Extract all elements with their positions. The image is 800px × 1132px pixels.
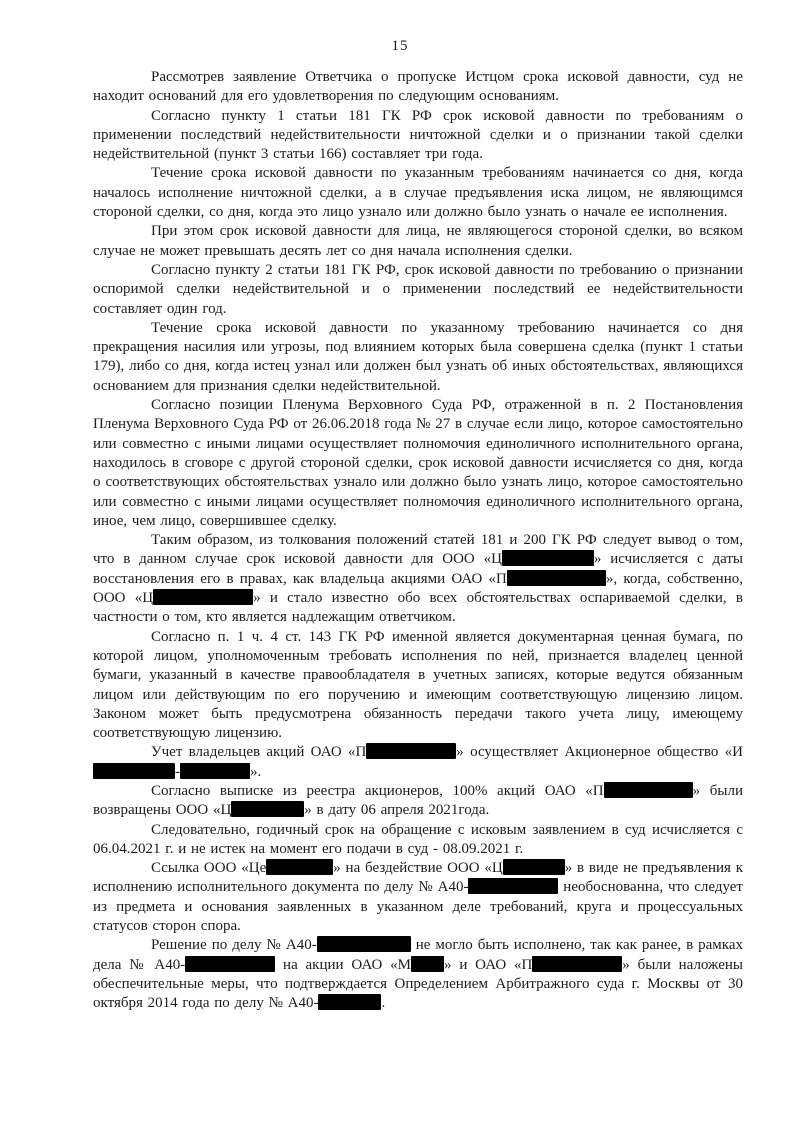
text-run: » в дату 06 апреля 2021года. [304,802,490,819]
redaction-box [318,994,381,1010]
text-run: необоснованна, что следует из предмета и основания заявленных в указанном деле требований, круга и процессуальных статусов сторон спора. [93,879,743,935]
redaction-box [604,782,693,798]
text-run: Течение срока исковой давности по указанным требованиям начинается со дня, когда началось исполнение ничтожной сделки, а в случае предъявления иска лицом, не являющимся стороной сделки, со дня, когда это лицо узнало или должно было узнать о начале ее исполнения. [93,165,743,221]
text-run: . [381,995,386,1012]
text-run: » исчисляется с даты восстановления его в правах, как владельца акциями ОАО «П [93,551,743,587]
paragraph [93,261,743,319]
text-run: Следовательно, годичный срок на обращение с исковым заявлением в суд исчисляется с 06.04.2021 г. и не истек на момент его подачи в суд - 08.09.2021 г. [93,821,743,857]
redaction-box [266,859,333,875]
text-run: » осуществляет Акционерное общество «И [456,744,744,761]
page-number: 15 [391,38,409,54]
redaction-box [93,763,175,779]
paragraph [93,164,743,222]
paragraph [93,743,743,782]
redaction-box [317,936,411,952]
text-run: Решение по делу № А40- [151,937,317,954]
redaction-box [231,801,304,817]
text-run: не могло быть исполнено, так как ранее, в рамках дела № А40- [93,937,743,973]
text-run: », когда, собственно, ООО «Ц [93,570,743,607]
paragraph [93,531,743,627]
text-run: Рассмотрев заявление Ответчика о пропуске Истцом срока исковой давности, суд не находит оснований для его удовлетворения по следующим основаниям. [93,69,743,105]
redaction-box [411,956,444,972]
paragraph [93,68,743,107]
redaction-box [502,550,594,566]
paragraph [93,107,743,165]
text-run: ». [250,763,262,780]
text-run: Согласно выписке из реестра акционеров, 100% акций ОАО «П [151,782,604,799]
text-run: » в виде не предъявления к исполнению исполнительного документа по делу № А40- [93,860,743,896]
paragraph [93,821,743,860]
text-run: на акции ОАО «М [275,956,412,973]
paragraph [93,319,743,396]
text-run: Согласно п. 1 ч. 4 ст. 143 ГК РФ именной является документарная ценная бумага, по которой лицом, уполномоченным требовать исполнения по ней, признается владелец ценной бумаги, указанный в качестве правообладателя в учетных записях, которые ведутся обязанным лицом или действующим по его поручению и имеющим соответствующую лицензию лицом. Законом может быть предусмотрена обязанность передачи такого учета лицу, имеющему соответствующую лицензию. [93,628,743,742]
text-run: Согласно пункту 2 статьи 181 ГК РФ, срок исковой давности по требованию о признании оспоримой сделки недействительной и о применении последствий ее недействительности составляет один год. [93,261,743,317]
paragraph [93,396,743,531]
redaction-box [185,956,275,972]
text-run: » и стало известно обо всех обстоятельствах оспариваемой сделки, в частности о том, кто является надлежащим ответчиком. [93,590,743,626]
redaction-box [468,878,558,894]
text-run: Согласно пункту 1 статьи 181 ГК РФ срок исковой давности по требованиям о применении последствий недействительности ничтожной сделки и о признании такой сделки недействительной (пункт 3 статьи 166) составляет три года. [93,107,743,163]
text-run: Ссылка ООО «Це [151,860,267,877]
document-body [93,68,743,1014]
text-run: Течение срока исковой давности по указанному требованию начинается со дня прекращения насилия или угрозы, под влиянием которых была совершена сделка (пункт 1 статьи 179), либо со дня, когда истец узнал или должен был узнать об иных обстоятельствах, являющихся основанием для признания сделки недействительной. [93,319,743,394]
paragraph [93,222,743,261]
text-run: » были возвращены ООО «Ц [93,782,743,819]
redaction-box [180,763,250,779]
redaction-box [366,743,456,759]
text-run: » были наложены обеспечительные меры, что подтверждается Определением Арбитражного суда г. Москвы от 30 октября 2014 года по делу № А40- [93,956,743,1012]
text-run: » на бездействие ООО «Ц [333,860,503,877]
paragraph [93,859,743,936]
paragraph [93,628,743,744]
paragraph [93,782,743,821]
text-run: » и ОАО «П [444,956,533,973]
redaction-box [153,589,253,605]
text-run: - [175,763,180,780]
paragraph [93,936,743,1013]
text-run: Таким образом, из толкования положений статей 181 и 200 ГК РФ следует вывод о том, что в данном случае срок исковой давности для ООО «Ц [93,532,743,568]
redaction-box [507,570,606,586]
text-run: Учет владельцев акций ОАО «П [151,744,367,761]
text-run: Согласно позиции Пленума Верховного Суда РФ, отраженной в п. 2 Постановления Пленума Верховного Суда РФ от 26.06.2018 года № 27 в случае если лицо, которое самостоятельно или совместно с иными лицами осуществляет полномочия единоличного исполнительного органа, находилось в сговоре с другой стороной сделки, срок исковой давности исчисляется со дня, когда о соответствующих обстоятельствах узнало или должно было узнать лицо, которое самостоятельно или совместно с иными лицами осуществляет полномочия единоличного исполнительного органа, иное, чем лицо, совершившее сделку. [93,397,743,529]
text-run: При этом срок исковой давности для лица, не являющегося стороной сделки, во всяком случае не может превышать десять лет со дня начала исполнения сделки. [93,223,743,259]
redaction-box [503,859,565,875]
redaction-box [532,956,622,972]
